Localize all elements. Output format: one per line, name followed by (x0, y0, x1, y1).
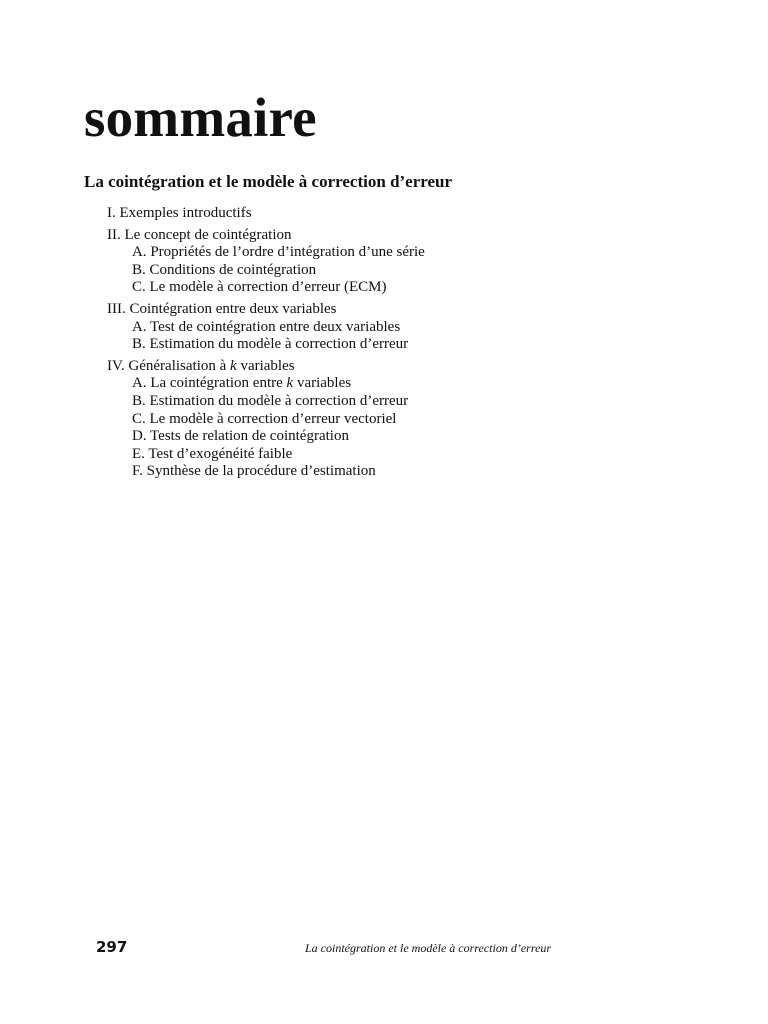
toc-subitem: F. Synthèse de la procédure d’estimation (132, 463, 376, 480)
toc-subitem-prefix: A. La cointégration entre (132, 375, 287, 392)
page-title: sommaire (84, 87, 317, 148)
toc-subitem: E. Test d’exogénéité faible (132, 445, 293, 462)
toc-section-1 (107, 205, 707, 223)
toc-section-4 (107, 358, 707, 481)
toc-subitem: A. Propriétés de l’ordre d’intégration d’une série (132, 244, 425, 261)
toc-subitem-variable: k (286, 375, 294, 392)
toc-subitem: D. Tests de relation de cointégration (132, 428, 349, 445)
toc-subitem-suffix: variables (293, 375, 352, 392)
footer-running-title: La cointégration et le modèle à correction d’erreur (305, 941, 552, 955)
toc-section-2 (107, 227, 707, 297)
table-of-contents (107, 205, 707, 481)
toc-title-variable: k (230, 357, 237, 374)
toc-subitem: B. Estimation du modèle à correction d’erreur (132, 392, 409, 409)
chapter-title: La cointégration et le modèle à correction d’erreur (84, 172, 453, 191)
toc-subitem (107, 375, 707, 393)
toc-section-3 (107, 301, 707, 354)
toc-subitem: C. Le modèle à correction d’erreur vectoriel (132, 410, 397, 427)
toc-title-suffix: variables (236, 357, 295, 374)
toc-subitem: B. Estimation du modèle à correction d’erreur (132, 336, 409, 353)
toc-section-title (107, 358, 707, 376)
toc-section-title: II. Le concept de cointégration (107, 226, 292, 243)
toc-section-title: III. Cointégration entre deux variables (107, 300, 337, 317)
toc-subitem: A. Test de cointégration entre deux variables (132, 318, 401, 335)
toc-title-prefix: IV. Généralisation à (107, 357, 231, 374)
toc-subitem: C. Le modèle à correction d’erreur (ECM) (132, 279, 387, 296)
toc-section-title: I. Exemples introductifs (107, 205, 252, 221)
footer-page-number: 297 (96, 938, 128, 956)
toc-subitem: B. Conditions de cointégration (132, 261, 317, 278)
